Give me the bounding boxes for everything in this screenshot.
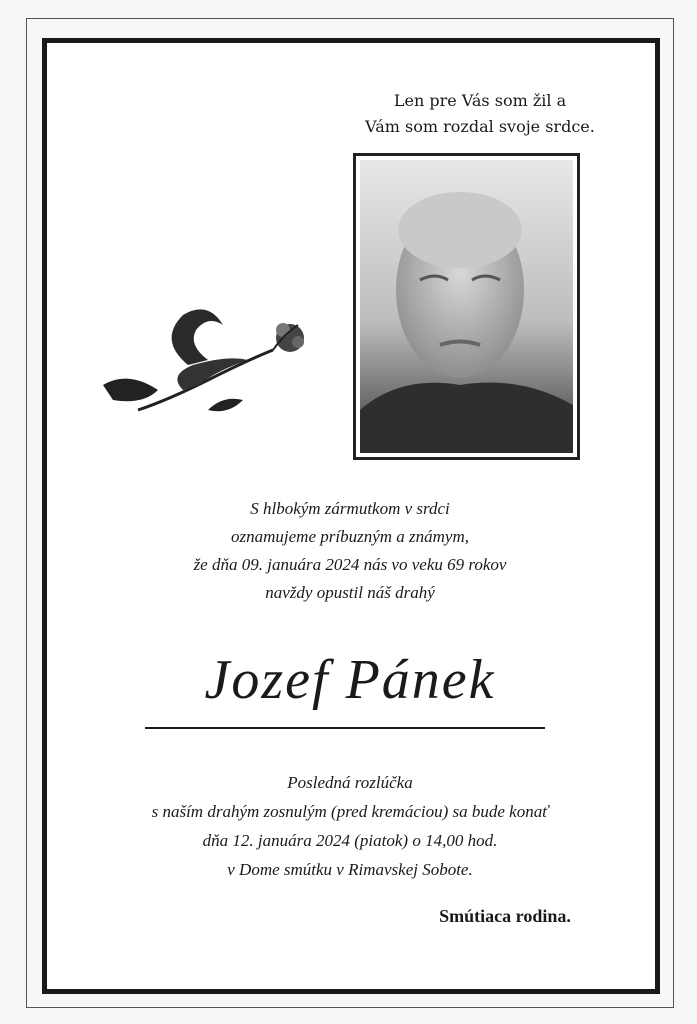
signature: Smútiaca rodina. xyxy=(439,906,571,926)
announcement-line-4: navždy opustil náš drahý xyxy=(265,583,435,602)
portrait-silhouette xyxy=(360,160,573,453)
announcement-line-1: S hlbokým zármutkom v srdci xyxy=(250,499,450,518)
farewell-line-3: dňa 12. januára 2024 (piatok) o 14,00 hod. xyxy=(202,831,498,850)
farewell-line-1: Posledná rozlúčka xyxy=(287,773,413,792)
farewell-line-4: v Dome smútku v Rimavskej Sobote. xyxy=(227,860,473,879)
portrait-photo xyxy=(360,160,573,453)
portrait-frame xyxy=(353,153,580,460)
announcement-line-3: že dňa 09. januára 2024 nás vo veku 69 rokov xyxy=(193,555,507,574)
motto-line-2: Vám som rozdal svoje srdce. xyxy=(365,117,595,136)
announcement xyxy=(100,495,600,607)
farewell-info xyxy=(60,768,640,884)
motto-line-1: Len pre Vás som žil a xyxy=(393,91,567,110)
announcement-line-2: oznamujeme príbuzným a známym, xyxy=(231,527,469,546)
farewell-line-2: s naším drahým zosnulým (pred kremáciou) sa bude konať xyxy=(151,802,549,821)
name-underline xyxy=(145,727,545,729)
rose-ornament xyxy=(98,300,330,430)
deceased-name: Jozef Pánek xyxy=(204,649,496,711)
motto xyxy=(330,88,630,140)
